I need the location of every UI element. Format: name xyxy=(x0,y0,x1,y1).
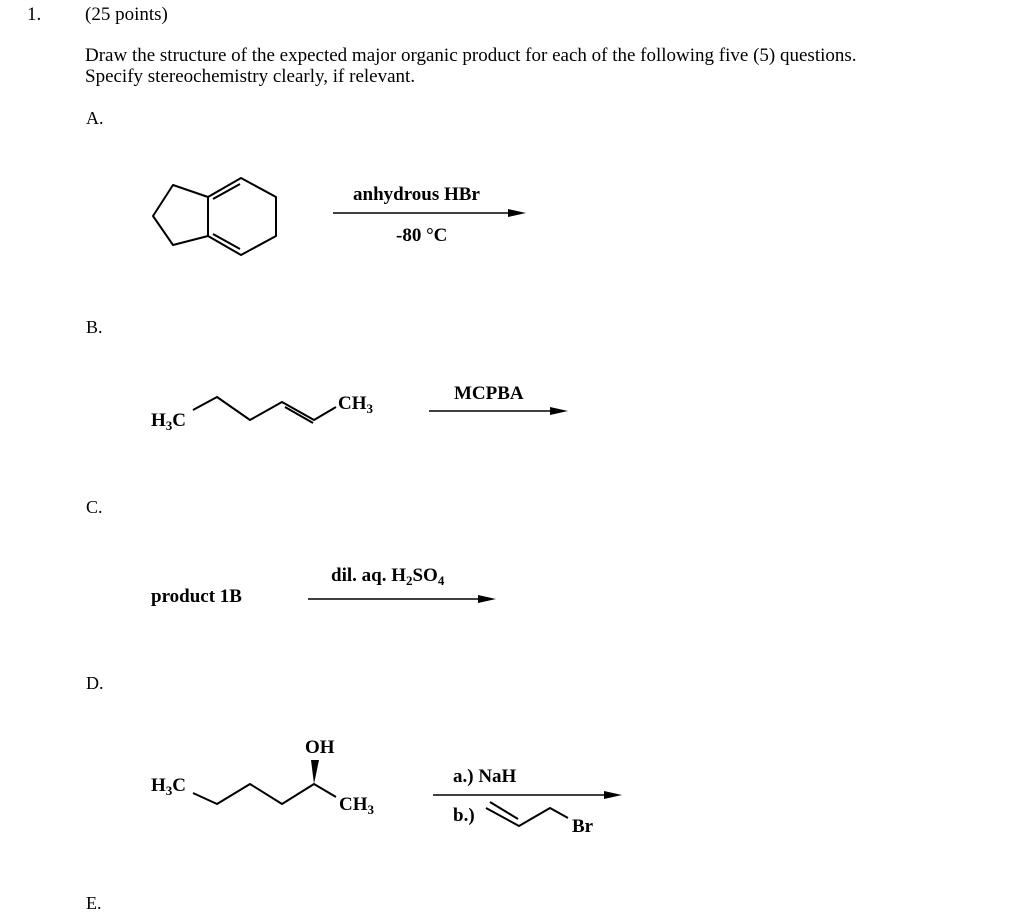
question-points: (25 points) xyxy=(85,4,168,25)
part-a-reagent-top: anhydrous HBr xyxy=(353,184,480,205)
part-d-reagent-step-b: b.) xyxy=(453,805,475,826)
part-d-bromine: Br xyxy=(572,816,594,837)
part-e-label: E. xyxy=(86,893,102,913)
part-b-reagent: MCPBA xyxy=(454,383,524,404)
instructions-line-2: Specify stereochemistry clearly, if relevant. xyxy=(85,66,416,87)
part-a-structure xyxy=(153,178,276,255)
part-d-left-methyl: $H_3C$ xyxy=(151,775,187,798)
part-d-allyl-bromide xyxy=(486,802,568,826)
part-d-wedge-bond xyxy=(311,760,319,784)
part-d-label: D. xyxy=(86,673,104,693)
part-c-substrate: product 1B xyxy=(151,586,242,607)
part-a-arrow xyxy=(333,209,526,217)
part-b-structure xyxy=(193,397,336,423)
part-b-arrow xyxy=(429,407,568,415)
part-d-reagent-step-a: a.) NaH xyxy=(453,766,517,787)
part-c-label: C. xyxy=(86,497,103,517)
part-d-right-methyl: $CH_3$ xyxy=(339,794,374,817)
part-b-left-methyl: $H_3C$ xyxy=(151,410,187,433)
part-a-label: A. xyxy=(86,108,104,128)
part-c-reagent: dil. aq. $H_2SO_4$ xyxy=(331,565,445,588)
part-c-arrow xyxy=(308,595,496,603)
part-d-arrow xyxy=(433,791,622,799)
part-b-right-methyl: $CH_3$ xyxy=(338,393,373,416)
part-d-hydroxyl: OH xyxy=(305,737,335,758)
part-a-reagent-bottom: -80 °C xyxy=(396,225,448,246)
instructions-line-1: Draw the structure of the expected major organic product for each of the following five (5) questions. xyxy=(85,45,857,66)
part-d-structure xyxy=(193,784,336,804)
part-b-label: B. xyxy=(86,317,103,337)
question-number: 1. xyxy=(27,4,42,25)
